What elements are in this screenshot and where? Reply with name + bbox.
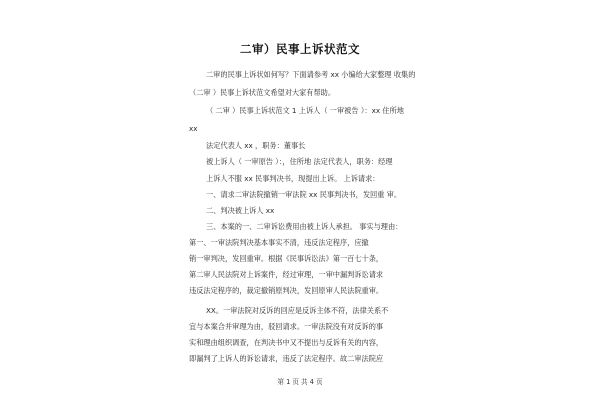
paragraph-line-intro-2: （二审 ）民事上诉状范文希望对大家有帮助。 [189,88,336,97]
paragraph-line-counter-4: 即漏判了上诉人的诉讼请求，违反了法定程序。故二审法院应 [189,354,384,363]
paragraph-line-counter-1: XX。一审法院对反诉的回应是反诉主体不符，法律关系不 [206,306,389,315]
paragraph-line-address: xx [189,124,198,133]
page-number-footer: 第 1 页 共 4 页 [277,378,323,386]
paragraph-line-legal-rep: 法定代表人 xx ，职务：董事长 [206,141,306,150]
paragraph-line-appellant: （ 二审 ）民事上诉状范文 1 上诉人（ 一审被告 ）：xx 住所地 [206,106,404,115]
document-title: 二审）民事上诉状范文 [240,42,360,56]
paragraph-line-intro-1: 二审的民事上诉状如何写？下面请参考 xx 小编给大家整理 收集的 [206,70,416,79]
paragraph-line-request-2: 二、判决被上诉人 xx [206,206,275,215]
paragraph-line-reason-1: 第一、一审法院判决基本事实不清，违反法定程序，应撤 [189,238,369,247]
paragraph-line-counter-2: 宜与本案合并审理为由，驳回请求。一审法院没有对反诉的事 [189,322,384,331]
paragraph-line-reason-3: 第二审人民法院对上诉案件，经过审理，一审中漏判诉讼请求 [189,270,384,279]
paragraph-line-appeal: 上诉人不服 xx 民事判决书，现提出上诉。 上诉请求： [206,174,380,183]
paragraph-line-reason-2: 销一审判决，发回重审。根据《民事诉讼法》第一百七十条， [189,254,384,263]
paragraph-line-counter-3: 实和理由组织调查，在判决书中又不提出与反诉有关的内容， [189,338,384,347]
paragraph-line-appellee: 被上诉人（ 一审原告 ）：，住所地 法定代表人，职务：经理 [206,157,393,166]
paragraph-line-request-1: 一、请求二审法院撤销一审法院 xx 民事判决书，发回重 审。 [206,190,402,199]
paragraph-line-request-3: 三、本案的一、二审诉讼费用由被上诉人承担。 事实与理由： [206,222,403,231]
paragraph-line-reason-4: 违反法定程序的，裁定撤销原判决，发回原审人民法院重审。 [189,286,384,295]
